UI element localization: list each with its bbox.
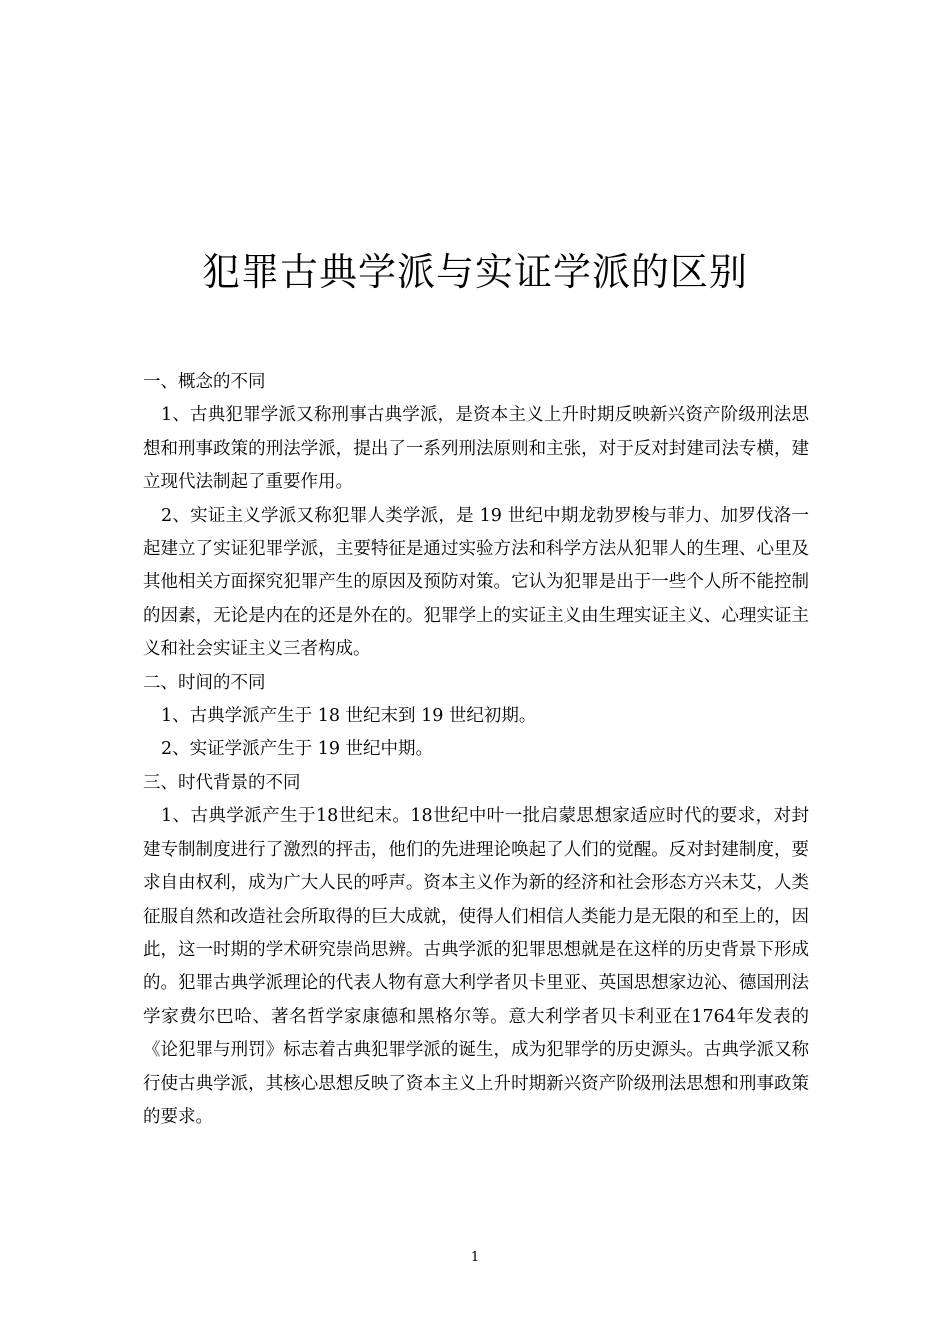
section-heading-time: 二、时间的不同: [143, 672, 266, 693]
page-number: 1: [470, 1250, 480, 1265]
paragraph-positivist-time: 2、实证学派产生于 19 世纪中期。: [161, 739, 434, 760]
paragraph-classical-concept: 1、古典犯罪学派又称刑事古典学派，是资本主义上升时期反映新兴资产阶级刑法思想和刑事政策的刑法学派，提出了一系列刑法原则和主张，对于反对封建司法专横，建立现代法制起了重要作用。: [143, 405, 809, 493]
paragraph-positivist-concept: 2、实证主义学派又称犯罪人类学派，是 19 世纪中期龙勃罗梭与菲力、加罗伐洛一起建立了实证犯罪学派，主要特征是通过实验方法和科学方法从犯罪人的生理、心里及其他相关方面探究犯罪产生的原因及预防对策。它认为犯罪是出于一些个人所不能控制的因素，无论是内在的还是外在的。犯罪学上的实证主义由生理实证主义、心理实证主义和社会实证主义三者构成。: [143, 505, 809, 660]
section-heading-background: 三、时代背景的不同: [143, 772, 301, 793]
document-title: 犯罪古典学派与实证学派的区别: [201, 250, 748, 294]
paragraph-classical-background: 1、古典学派产生于18世纪末。18世纪中叶一批启蒙思想家适应时代的要求，对封建专制制度进行了激烈的抨击，他们的先进理论唤起了人们的觉醒。反对封建制度，要求自由权利，成为广大人民的呼声。资本主义作为新的经济和社会形态方兴未艾，人类征服自然和改造社会所取得的巨大成就，使得人们相信人类能力是无限的和至上的，因此，这一时期的学术研究崇尚思辨。古典学派的犯罪思想就是在这样的历史背景下形成的。犯罪古典学派理论的代表人物有意大利学者贝卡里亚、英国思想家边沁、德国刑法学家费尔巴哈、著名哲学家康德和黑格尔等。意大利学者贝卡利亚在1764年发表的《论犯罪与刑罚》标志着古典犯罪学派的诞生，成为犯罪学的历史源头。古典学派又称行使古典学派，其核心思想反映了资本主义上升时期新兴资产阶级刑法思想和刑事政策的要求。: [143, 806, 809, 1127]
section-heading-concept: 一、概念的不同: [143, 372, 266, 392]
document-body: [143, 366, 809, 1134]
paragraph-classical-time: 1、古典学派产生于 18 世纪末到 19 世纪初期。: [161, 706, 537, 727]
